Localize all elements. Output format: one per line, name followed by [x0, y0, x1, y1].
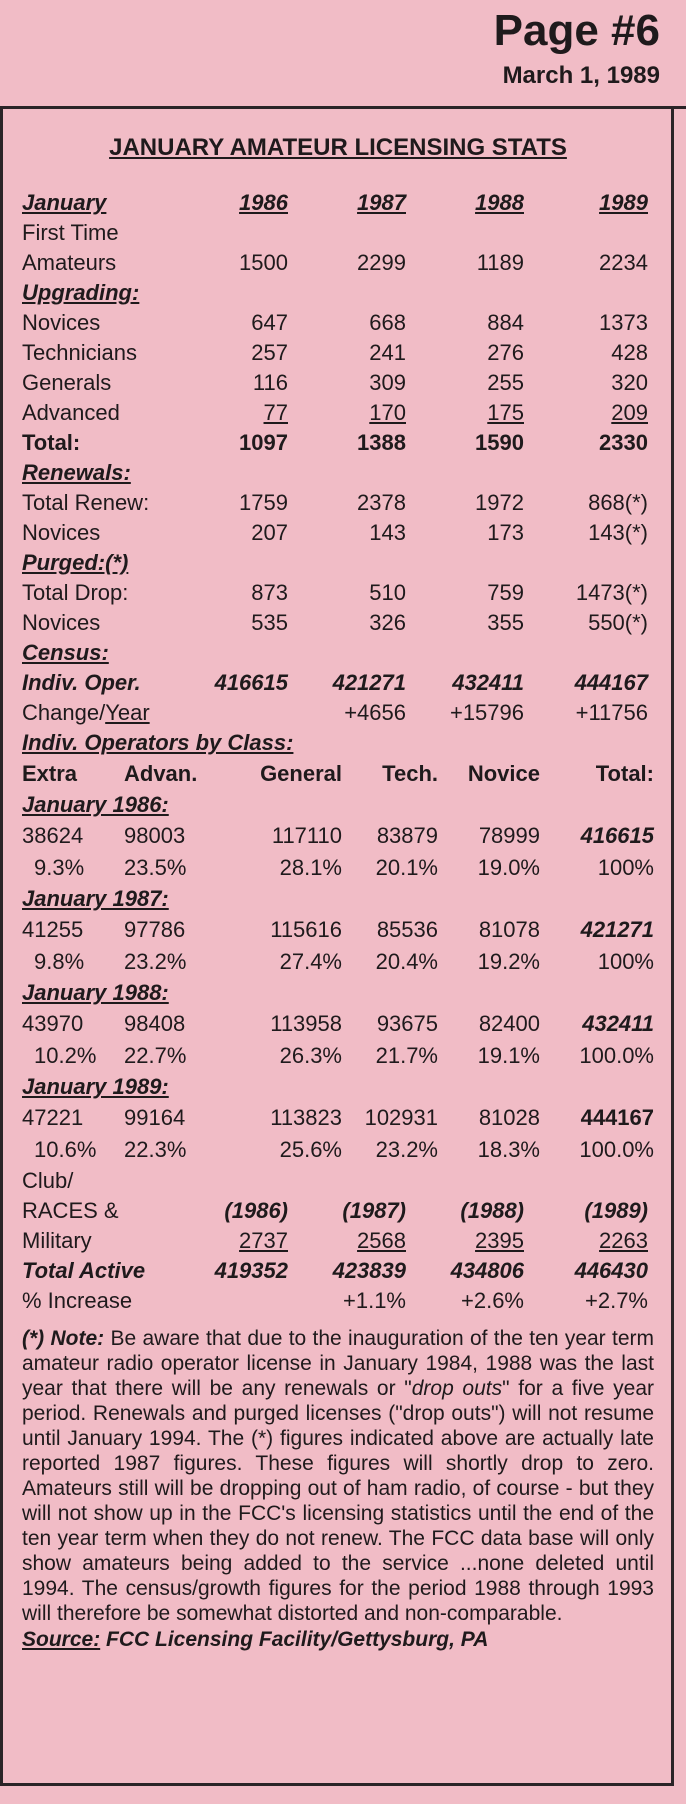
class-pcts-row: [22, 946, 654, 978]
row-label: Technicians: [22, 340, 137, 365]
value-cell: 83879: [376, 823, 438, 848]
value-cell: 10.6%: [34, 1137, 97, 1162]
note-italic: drop outs: [411, 1377, 503, 1400]
value-cell: +2.6%: [461, 1288, 524, 1313]
value-cell: +1.1%: [343, 1288, 406, 1313]
row-label: Generals: [22, 370, 112, 395]
frame-bottom-rule: [0, 1783, 674, 1786]
value-cell: 1473(*): [575, 580, 648, 605]
value-cell: 868(*): [588, 490, 648, 515]
value-cell: 355: [487, 610, 524, 635]
column-header: Total:: [595, 761, 654, 786]
value-cell: 241: [369, 340, 406, 365]
value-cell: 421271: [332, 670, 406, 695]
table-row: [22, 368, 654, 398]
frame-right-rule: [671, 106, 674, 1786]
table-row: [22, 578, 654, 608]
value-cell: 444167: [574, 670, 648, 695]
value-cell: 27.4%: [279, 949, 342, 974]
class-block-label: January 1988:: [22, 980, 169, 1005]
table-row: [22, 308, 654, 338]
value-cell: 26.3%: [279, 1043, 342, 1068]
table-row: [22, 518, 654, 548]
value-cell: 647: [251, 310, 288, 335]
value-cell: 1590: [475, 430, 524, 455]
table-row: [22, 608, 654, 638]
value-cell: 428: [611, 340, 648, 365]
source-label: Source:: [22, 1628, 101, 1651]
year-header: 1987: [357, 190, 406, 215]
upgrading-heading: Upgrading:: [22, 280, 140, 305]
value-cell: 2330: [599, 430, 648, 455]
value-cell: 416615: [580, 823, 654, 848]
page-number: Page #6: [493, 6, 660, 55]
value-cell: 113958: [270, 1011, 342, 1036]
value-cell: 23.2%: [124, 949, 187, 974]
value-cell: 97786: [124, 917, 186, 942]
value-cell: 98003: [124, 823, 186, 848]
value-cell: 23.5%: [124, 855, 187, 880]
value-cell: 43970: [22, 1011, 84, 1036]
class-counts-row: [22, 1102, 654, 1134]
value-cell: +15796: [449, 700, 524, 725]
year-header: 1988: [475, 190, 524, 215]
source-line: [22, 1628, 654, 1652]
year-cell: (1988): [460, 1198, 524, 1223]
article-title: JANUARY AMATEUR LICENSING STATS: [109, 134, 567, 161]
value-cell: 1759: [239, 490, 288, 515]
value-cell: 2568: [357, 1228, 406, 1253]
value-cell: 1097: [239, 430, 288, 455]
column-header: Novice: [467, 761, 540, 786]
table-row: [22, 338, 654, 368]
value-cell: 102931: [364, 1105, 438, 1130]
value-cell: 1388: [357, 430, 406, 455]
column-header: Advan.: [124, 761, 198, 786]
club-values-row: [22, 1226, 654, 1256]
value-cell: 2737: [239, 1228, 288, 1253]
note-text: " for a five year period. Renewals and purged licenses ("drop outs") will not resume until January 1994. The (*) figures indicated above are actually late reported 1987 figures. These figures will shortly drop to zero. Amateurs still will be dropping out of ham radio, of course - but they will not show up in the FCC's licensing statistics until the end of the ten year term when they do not renew. The FCC data base will only show amateurs being added to the service ...none deleted until 1994. The census/growth figures for the period 1988 through 1993 will therefore be somewhat distorted and non-comparable.: [22, 1377, 655, 1625]
value-cell: 25.6%: [279, 1137, 342, 1162]
value-cell: 19.1%: [477, 1043, 540, 1068]
value-cell: 9.3%: [34, 855, 85, 880]
value-cell: +4656: [344, 700, 406, 725]
row-label: Advanced: [22, 400, 120, 425]
change-label: Change/: [22, 700, 106, 725]
row-label: [22, 698, 170, 728]
row-label: Total Renew:: [22, 490, 150, 515]
row-label: Total:: [22, 430, 81, 455]
page-date: March 1, 1989: [502, 62, 660, 89]
value-cell: 173: [487, 520, 524, 545]
first-time-label-row: [22, 218, 654, 248]
row-label: Total Drop:: [22, 580, 129, 605]
value-cell: 22.7%: [124, 1043, 187, 1068]
value-cell: 38624: [22, 823, 84, 848]
value-cell: 320: [611, 370, 648, 395]
value-cell: 116: [252, 370, 288, 395]
value-cell: 98408: [124, 1011, 186, 1036]
upgrading-total-row: [22, 428, 654, 458]
value-cell: 432411: [452, 670, 524, 695]
class-counts-row: [22, 1008, 654, 1040]
row-label: Novices: [22, 520, 101, 545]
value-cell: +11756: [575, 700, 648, 725]
value-cell: 175: [487, 400, 524, 425]
value-cell: 1373: [599, 310, 648, 335]
value-cell: 23.2%: [375, 1137, 438, 1162]
value-cell: 117110: [271, 823, 342, 848]
census-heading: Census:: [22, 640, 109, 665]
renewals-heading: Renewals:: [22, 460, 131, 485]
value-cell: 21.7%: [375, 1043, 438, 1068]
value-cell: 22.3%: [124, 1137, 187, 1162]
census-change-row: [22, 698, 654, 728]
value-cell: 444167: [580, 1105, 654, 1130]
value-cell: 1972: [475, 490, 524, 515]
value-cell: 276: [487, 340, 524, 365]
january-header: January: [22, 190, 107, 215]
class-block-label: January 1987:: [22, 886, 169, 911]
value-cell: 668: [369, 310, 406, 335]
value-cell: 1500: [239, 250, 288, 275]
value-cell: 550(*): [588, 610, 648, 635]
row-label: Novices: [22, 310, 101, 335]
value-cell: 143(*): [588, 520, 648, 545]
class-block-label: January 1986:: [22, 792, 169, 817]
value-cell: 2378: [357, 490, 406, 515]
value-cell: 255: [487, 370, 524, 395]
value-cell: 28.1%: [279, 855, 342, 880]
census-indiv-row: [22, 668, 654, 698]
value-cell: 20.4%: [375, 949, 438, 974]
year-header: 1989: [599, 190, 648, 215]
value-cell: 535: [251, 610, 288, 635]
value-cell: 100.0%: [579, 1137, 654, 1162]
value-cell: 884: [487, 310, 524, 335]
value-cell: 873: [251, 580, 288, 605]
value-cell: 47221: [22, 1105, 84, 1130]
year-header-row: [22, 188, 654, 218]
first-time-row: [22, 248, 654, 278]
value-cell: 81078: [478, 917, 540, 942]
value-cell: 759: [487, 580, 524, 605]
class-counts-row: [22, 820, 654, 852]
value-cell: 423839: [332, 1258, 406, 1283]
note-paragraph: [22, 1326, 654, 1626]
value-cell: 85536: [376, 917, 438, 942]
year-header: 1986: [239, 190, 288, 215]
value-cell: 100.0%: [579, 1043, 654, 1068]
value-cell: 9.8%: [34, 949, 85, 974]
value-cell: 510: [369, 580, 406, 605]
class-columns-header: [22, 758, 654, 790]
column-header: General: [260, 761, 342, 786]
value-cell: 207: [251, 520, 288, 545]
club-label: Club/: [22, 1168, 74, 1193]
frame-left-rule: [0, 106, 3, 1786]
note-text: Be aware that due to the inauguration of the ten year term amateur radio operator license in January 1984, 1988 was the last year that there will be any renewals or ": [22, 1327, 654, 1400]
row-label: Total Active: [22, 1258, 146, 1283]
military-label: Military: [22, 1228, 92, 1253]
value-cell: 446430: [574, 1258, 648, 1283]
row-label: % Increase: [22, 1288, 133, 1313]
value-cell: 19.0%: [477, 855, 540, 880]
stats-article: [22, 110, 654, 1652]
value-cell: 2263: [599, 1228, 648, 1253]
value-cell: 19.2%: [477, 949, 540, 974]
class-pcts-row: [22, 1134, 654, 1166]
table-row: [22, 488, 654, 518]
purged-heading: Purged:(*): [22, 550, 129, 575]
value-cell: 81028: [478, 1105, 540, 1130]
value-cell: 421271: [580, 917, 654, 942]
value-cell: 2395: [475, 1228, 524, 1253]
value-cell: 1189: [476, 250, 524, 275]
value-cell: 209: [611, 400, 648, 425]
value-cell: 41255: [22, 917, 84, 942]
club-label-row: [22, 1166, 654, 1196]
value-cell: 78999: [478, 823, 540, 848]
class-block-label: January 1989:: [22, 1074, 169, 1099]
source-text: FCC Licensing Facility/Gettysburg, PA: [100, 1628, 489, 1651]
year-cell: (1986): [224, 1198, 288, 1223]
class-counts-row: [22, 914, 654, 946]
first-time-label: First Time: [22, 220, 119, 245]
value-cell: 20.1%: [375, 855, 438, 880]
row-label: Indiv. Oper.: [22, 670, 141, 695]
value-cell: 416615: [214, 670, 288, 695]
value-cell: 309: [369, 370, 406, 395]
value-cell: 257: [251, 340, 288, 365]
class-pcts-row: [22, 852, 654, 884]
column-header: Extra: [22, 761, 78, 786]
value-cell: 82400: [478, 1011, 540, 1036]
total-active-row: [22, 1256, 654, 1286]
value-cell: 419352: [214, 1258, 288, 1283]
value-cell: 143: [369, 520, 406, 545]
table-row: [22, 398, 654, 428]
class-pcts-row: [22, 1040, 654, 1072]
value-cell: 434806: [450, 1258, 524, 1283]
value-cell: 10.2%: [34, 1043, 97, 1068]
club-years-row: [22, 1196, 654, 1226]
year-cell: (1987): [342, 1198, 406, 1223]
value-cell: 326: [369, 610, 406, 635]
row-label: Novices: [22, 610, 101, 635]
value-cell: 93675: [376, 1011, 438, 1036]
year-cell: (1989): [584, 1198, 648, 1223]
value-cell: 170: [369, 400, 406, 425]
year-label: Year: [105, 700, 150, 725]
value-cell: 18.3%: [477, 1137, 540, 1162]
value-cell: 99164: [124, 1105, 186, 1130]
races-label: RACES &: [22, 1198, 119, 1223]
value-cell: 115616: [270, 917, 342, 942]
value-cell: 2299: [357, 250, 406, 275]
value-cell: 100%: [597, 949, 654, 974]
value-cell: 113823: [270, 1105, 342, 1130]
value-cell: 432411: [582, 1011, 654, 1036]
by-class-heading: Indiv. Operators by Class:: [22, 730, 294, 755]
column-header: Tech.: [382, 761, 438, 786]
value-cell: 77: [263, 400, 288, 425]
increase-row: [22, 1286, 654, 1316]
note-lead: (*) Note:: [22, 1327, 105, 1350]
amateurs-label: Amateurs: [22, 250, 117, 275]
frame-top-rule: [0, 106, 686, 109]
value-cell: 100%: [597, 855, 654, 880]
value-cell: +2.7%: [585, 1288, 648, 1313]
value-cell: 2234: [599, 250, 648, 275]
